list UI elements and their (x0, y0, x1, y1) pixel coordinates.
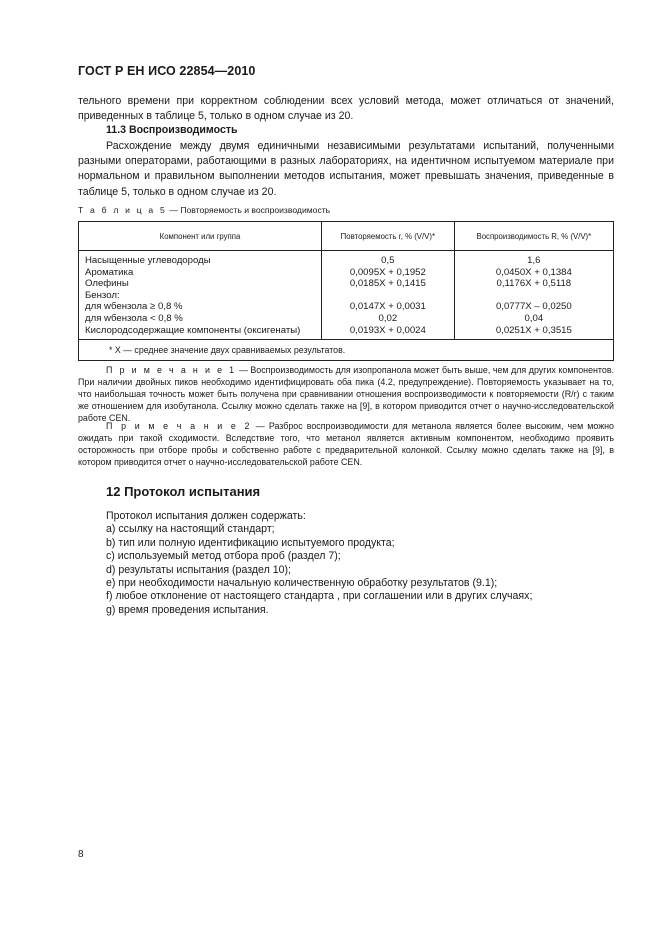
list-item: b) тип или полную идентификацию испытуемого продукта; (106, 536, 395, 549)
table-5-caption-rest: — Повторяемость и воспроизводимость (166, 205, 331, 215)
list-item: e) при необходимости начальную количественную обработку результатов (9.1); (106, 577, 498, 590)
page-number: 8 (78, 849, 84, 860)
table-row-r: 0,0185X + 0,1415 (349, 278, 426, 290)
note-2-text: — Разброс воспроизводимости для метанола является более высоким, чем можно ожидать при такой сходимости. Вследствие того, что метанол является активным компонентом, необходимо проявить осторожность при отборе пробы и собственно работе с предварительной колонкой. Ссылку можно сделать также на [9], в котором приводится отчет о научно-исследовательской работе CEN. (78, 421, 614, 468)
list-item: g) время проведения испытания. (106, 603, 269, 616)
table-row-R: 0,0450X + 0,1384 (495, 266, 572, 278)
header-reproducibility: Воспроизводимость R, % (V/V)* (454, 222, 613, 251)
table-row-R: 0,04 (524, 312, 544, 324)
table-row-component: Насыщенные углеводороды (85, 255, 211, 266)
note-2-lead: П р и м е ч а н и е 2 (106, 421, 252, 431)
note-2 (78, 420, 614, 468)
continuation-paragraph: тельного времени при корректном соблюдении всех условий метода, может отличаться от значений, приведенных в таблице 5, только в одном случае из 20. (78, 95, 614, 123)
section-12-title: 12 Протокол испытания (106, 484, 261, 499)
table-row-component: для wбензола ≥ 0,8 % (85, 301, 183, 313)
table-row-r: 0,0147X + 0,0031 (349, 301, 426, 313)
table-row-r: 0,0193X + 0,0024 (349, 324, 426, 336)
table-row-R: 0,0251X + 0,3515 (495, 324, 572, 336)
list-item: c) используемый метод отбора проб (раздел 7); (106, 550, 341, 563)
section-11-3-body: Расхождение между двумя единичными независимыми результатами испытаний, полученными разными операторами, работающими в разных лабораториях, на идентичном испытуемом материале при нормальном и правильном выполнении методов испытания, может превышать значения, приведенные в таблице 5, только в одном случае из 20. (78, 140, 614, 198)
list-item: d) результаты испытания (раздел 10); (106, 563, 291, 576)
repeatability-column (322, 251, 455, 340)
list-item: f) любое отклонение от настоящего стандарта , при соглашении или в других случаях; (106, 590, 533, 603)
document-header: ГОСТ Р ЕН ИСО 22854—2010 (78, 64, 256, 78)
table-row-R: 0,1176X + 0,5118 (496, 278, 572, 290)
note-1-text: — Воспроизводимость для изопропанола может быть выше, чем для других компонентов. При наличии двойных пиков необходимо идентифицировать оба пика (4.2, предупреждение). Повторяемость указывает на то, что наибольшая точность может быть получена при сравнивании отношения воспроизводимости к повторяемости (R/r) с таким же отношением для изобутанола. Ссылку можно сделать также на [9], в котором приводится отчет о научно-исследовательской работе CEN. (78, 365, 614, 424)
list-item: a) ссылку на настоящий стандарт; (106, 523, 275, 536)
table-row-r: 0,5 (381, 255, 395, 266)
table-footnote: * X — среднее значение двух сравниваемых результатов. (79, 340, 614, 361)
section-12-intro: Протокол испытания должен содержать: (106, 510, 306, 522)
section-11-3-heading: 11.3 Воспроизводимость (106, 124, 238, 136)
header-component: Компонент или группа (79, 222, 322, 251)
header-repeatability: Повторяемость r, % (V/V)* (322, 222, 455, 251)
table-row-R: 1,6 (527, 255, 541, 266)
table-row-component: Ароматика (85, 266, 134, 278)
reproducibility-column (454, 251, 613, 340)
table-row-component: для wбензола < 0,8 % (85, 312, 183, 324)
table-row-component: Кислородсодержащие компоненты (оксигенаты) (85, 324, 301, 336)
table-row-R (455, 290, 613, 302)
note-1-lead: П р и м е ч а н и е 1 (106, 365, 237, 375)
table-5-caption (78, 205, 330, 215)
table-row-r (322, 290, 454, 302)
component-column (79, 251, 322, 340)
table-row-component: Олефины (85, 278, 129, 290)
table-5 (78, 221, 614, 361)
section-11-3-title (106, 123, 614, 138)
table-row-r: 0,02 (378, 312, 398, 324)
table-row-component: Бензол: (85, 289, 120, 301)
note-1 (78, 364, 614, 424)
section-12-list (106, 510, 532, 617)
table-row-r: 0,0095X + 0,1952 (349, 266, 426, 278)
table-row-R: 0,0777X – 0,0250 (495, 301, 572, 313)
table-5-caption-prefix: Т а б л и ц а 5 (78, 205, 167, 215)
